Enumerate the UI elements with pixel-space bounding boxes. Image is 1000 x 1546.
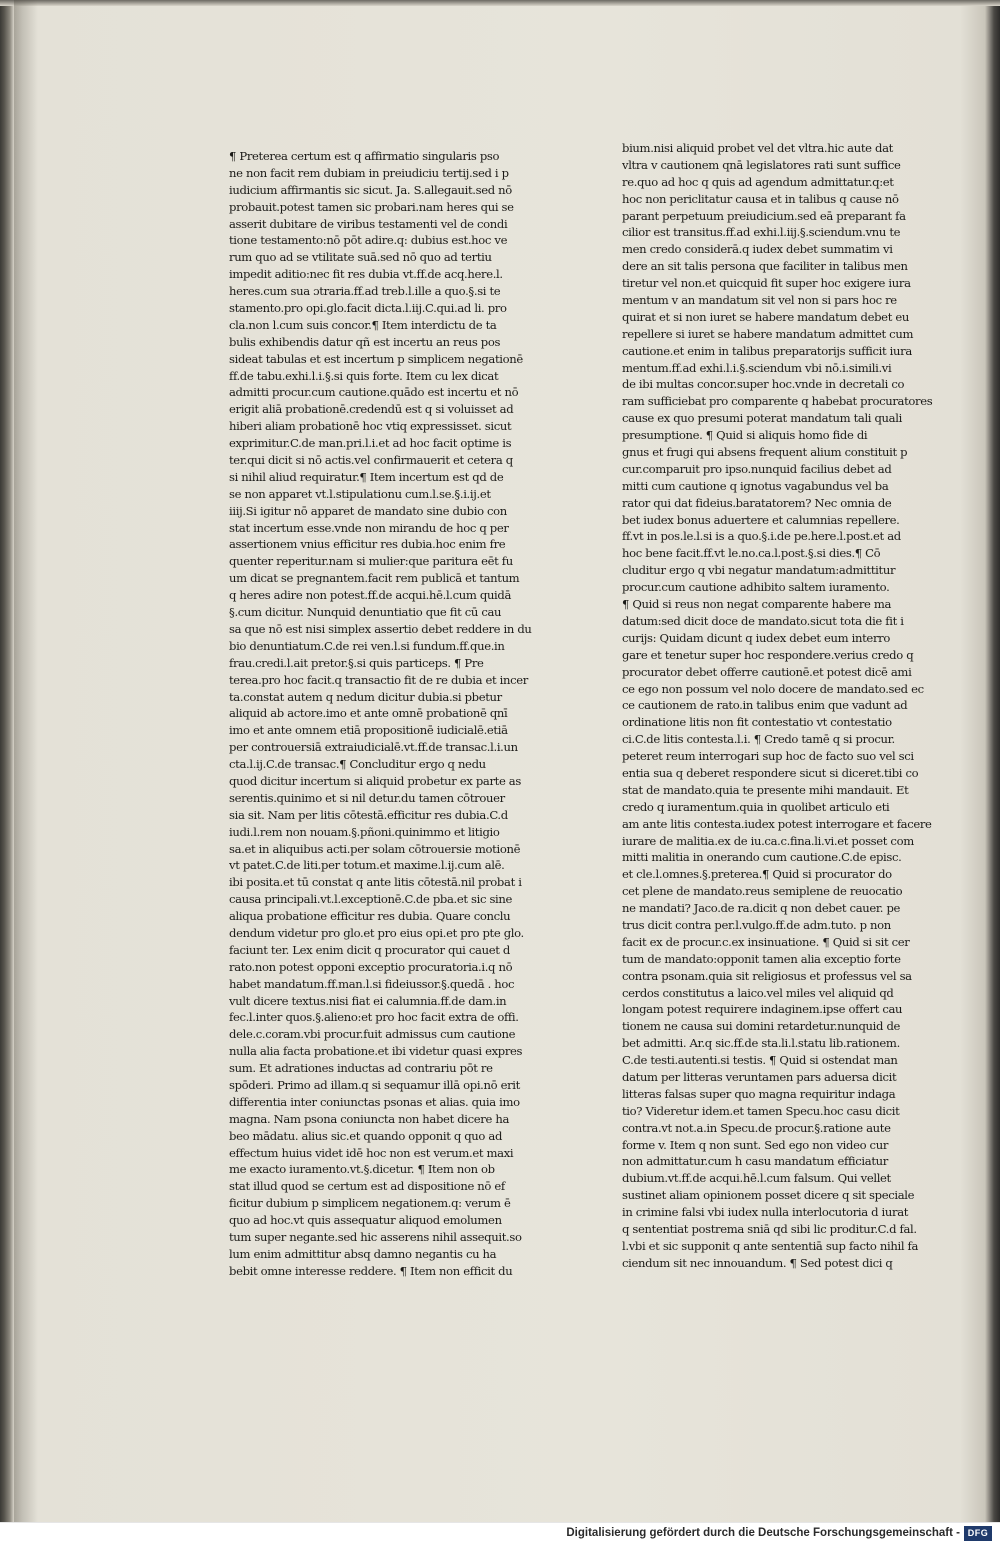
text-line: bio denuntiatum.C.de rei ven.l.si fundum.ff.que.in [229, 638, 505, 653]
text-line: mitti malitia in onerando cum cautione.C.de episc. [622, 850, 902, 865]
text-line: mentum.ff.ad exhi.l.i.§.sciendum vbi nō.i.simili.vi [622, 360, 892, 375]
text-line: si nihil aliud requiratur.¶ Item incertum est qd de [229, 469, 504, 484]
text-line: stat incertum esse.vnde non mirandu de hoc q per [229, 520, 509, 535]
text-line: q heres adire non potest.ff.de acqui.hē.l.cum quidā [229, 588, 512, 603]
text-line: procurator debet offerre cautionē.et potest dicē ami [622, 664, 912, 679]
text-line: vltra v cautionem qnā legislatores rati sunt suffice [622, 157, 901, 172]
footer-bar [0, 1522, 1000, 1546]
text-line: spōderi. Primo ad illam.q si sequamur illā opi.nō erit [229, 1077, 520, 1092]
text-line: trus dicit contra per.l.vulgo.ff.de adm.tuto. p non [622, 917, 891, 932]
text-line: sustinet aliam opinionem posset dicere q sit speciale [622, 1188, 915, 1203]
text-line: admitti procur.cum cautione.quādo est incertu et nō [229, 385, 519, 400]
text-line: iudi.l.rem non nouam.§.pñoni.quinimmo et litigio [229, 824, 500, 839]
text-line: C.de testi.autenti.si testis. ¶ Quid si ostendat man [622, 1053, 898, 1068]
text-line: vult dicere textus.nisi fiat ei calumnia.ff.de dam.in [229, 993, 507, 1008]
text-line: iiij.Si igitur nō apparet de mandato sine dubio con [229, 503, 507, 518]
text-line: lum enim admittitur absq damno negantis cu ha [229, 1246, 497, 1261]
text-line: cet plene de mandato.reus semiplene de reuocatio [622, 884, 903, 899]
text-line: am ante litis contesta.iudex potest interrogare et facere [622, 816, 932, 831]
text-line: ciendum sit nec innouandum. ¶ Sed potest dici q [622, 1255, 893, 1270]
text-line: ff.de tabu.exhi.l.i.§.si quis forte. Item cu lex dicat [229, 368, 499, 383]
text-line: contra.vt not.a.in Specu.de procur.§.ratione aute [622, 1120, 891, 1135]
text-line: dubium.vt.ff.de acqui.hē.l.cum falsum. Qui vellet [622, 1171, 891, 1186]
text-line: §.cum dicitur. Nunquid denuntiatio que fit cū cau [229, 605, 502, 620]
text-line: tum super negante.sed hic asserens nihil assequit.so [229, 1230, 522, 1244]
text-line: men credo considerā.q iudex debet summatim vi [622, 242, 893, 257]
text-line: presumptione. ¶ Quid si aliquis homo fide di [622, 428, 868, 443]
text-line: tiretur vel non.et quicquid fit super hoc exigere iura [622, 276, 911, 291]
text-line: vt patet.C.de liti.per totum.et maxime.l.ij.cum alē. [229, 858, 505, 873]
text-line: cla.non l.cum suis concor.¶ Item interdictu de ta [229, 317, 497, 332]
text-line: aliquid ab actore.imo et ante omnē probationē qnī [229, 706, 508, 721]
text-line: ficitur dubium p simplicem negationem.q: verum ē [229, 1196, 511, 1211]
text-line: heres.cum sua ɔtraria.ff.ad treb.l.ille a quo.§.si te [229, 284, 501, 299]
text-line: cause ex quo presumi poterat mandatum tali quali [622, 411, 902, 426]
text-line: ci.C.de litis contesta.l.i. ¶ Credo tamē q si procur. [622, 732, 895, 747]
text-line: dere an sit talis persona que faciliter in talibus men [622, 259, 908, 274]
text-line: bet admitti. Ar.q sic.ff.de sta.li.l.statu lib.rationem. [622, 1036, 900, 1051]
text-line: dendum videtur pro glo.et pro eius opi.et pro pte glo. [229, 925, 524, 940]
text-line: rato.non potest opponi exceptio procuratoria.i.q nō [229, 959, 513, 974]
text-line: ¶ Quid si reus non negat comparente habere ma [622, 597, 892, 612]
text-line: mentum v an mandatum sit vel non si pars hoc re [622, 293, 897, 308]
text-line: entia sua q deberet respondere sicut si diceret.tibi co [622, 765, 919, 780]
text-line: magna. Nam psona coniuncta non habet dicere ha [229, 1111, 510, 1126]
text-line: quo ad hoc.vt quis assequatur aliquod emolumen [229, 1213, 502, 1228]
text-line: ¶ Preterea certum est q affirmatio singularis pso [229, 149, 500, 163]
text-line: tionem ne causa sui domini retardetur.nunquid de [622, 1019, 901, 1034]
text-line: fec.l.inter quos.§.alieno:et pro hoc facit extra de offi. [229, 1010, 519, 1025]
text-line: parant perpetuum preiudicium.sed eā preparant fa [622, 208, 906, 223]
text-line: repellere si iuret se habere mandatum admittet cum [622, 326, 914, 341]
text-line: ta.constat autem q nedum dicitur dubia.si pbetur [229, 689, 502, 704]
text-line: um dicat se pregnantem.facit rem publicā et tantum [229, 571, 520, 586]
text-line: hiberi aliam probationē hoc vtiq expressisset. sicut [229, 419, 512, 434]
text-line: sideat tabulas et est incertum p simplicem negationē [229, 351, 523, 366]
text-line: ff.vt in pos.le.l.si is a quo.§.i.de pe.here.l.post.et ad [622, 529, 901, 544]
page-top-edge [0, 0, 1000, 6]
text-line: curijs: Quidam dicunt q iudex debet eum interro [622, 630, 890, 645]
text-line: peteret reum interrogari sup hoc de facto suo vel sci [622, 749, 914, 764]
text-line: q sententiat postrema sniā qd sibi lic proditur.C.d fal. [622, 1222, 917, 1236]
text-line: bebit omne interesse reddere. ¶ Item non efficit du [229, 1263, 513, 1278]
text-line: dele.c.coram.vbi procur.fuit admissus cum cautione [229, 1027, 516, 1042]
text-line: litteras falsas super quo magna requiritur indaga [622, 1086, 896, 1101]
text-line: sum. Et adrationes inductas ad contrariu pōt re [229, 1061, 493, 1076]
text-line: procur.cum cautione adhibito saltem iuramento. [622, 580, 890, 595]
text-line: et cle.l.omnes.§.preterea.¶ Quid si procurator do [622, 867, 892, 882]
text-line: bulis exhibendis datur qñ est incertu an reus pos [229, 334, 501, 349]
text-line: de ibi multas concor.super hoc.vnde in decretali co [622, 377, 905, 392]
text-line: habet mandatum.ff.man.l.si fideiussor.§.quedā . hoc [229, 976, 515, 991]
text-line: gare et tenetur super hoc respondere.verius credo q [622, 647, 914, 662]
text-line: stat de mandato.quia te presente mihi mandauit. Et [622, 782, 909, 797]
text-line: faciunt ter. Lex enim dicit q procurator qui cauet d [229, 942, 510, 957]
text-line: cluditur ergo q vbi negatur mandatum:admittitur [622, 563, 896, 578]
text-line: imo et ante omnem etiā propositionē iudicialē.etiā [229, 723, 508, 738]
text-line: causa principali.vt.l.exceptionē.C.de pba.et sic sine [229, 892, 513, 907]
text-line: rum quo ad se vtilitate suā.sed nō quo ad tertiu [229, 250, 492, 265]
text-line: ne non facit rem dubiam in preiudiciu tertij.sed i p [229, 165, 509, 180]
text-line: tum de mandato:opponit tamen alia exceptio forte [622, 951, 901, 966]
text-line: longam potest requirere indaginem.ipse offert cau [622, 1002, 903, 1017]
text-line: stat illud quod se certum est ad dispositione nō ef [229, 1179, 505, 1194]
text-line: aliqua probatione efficitur res dubia. Quare conclu [229, 909, 511, 924]
text-line: l.vbi et sic supponit q ante sententiā sup facto nihil fa [622, 1238, 919, 1253]
text-line: datum:sed dicit doce de mandato.sicut tota die fit i [622, 613, 904, 628]
text-line: bium.nisi aliquid probet vel det vltra.hic aute dat [622, 141, 893, 155]
text-column-left [229, 148, 543, 1280]
text-line: in crimine falsi vbi iudex nulla interlocutoria d iurat [622, 1205, 909, 1220]
text-line: asserit dubitare de viribus testamenti vel de condi [229, 216, 508, 231]
text-line: sa.et in aliquibus acti.per solam cōtrouersie motionē [229, 841, 521, 856]
text-column-right [622, 140, 944, 1272]
text-line: impedit aditio:nec fit res dubia vt.ff.de acq.here.l. [229, 267, 503, 282]
text-line: serentis.quinimo et si nil detur.du tamen cōtrouer [229, 790, 505, 805]
text-line: cerdos constitutus a laico.vel miles vel aliquid qd [622, 985, 894, 1000]
text-line: ne mandati? Jaco.de ra.dicit q non debet cauer. pe [622, 901, 901, 916]
text-line: beo mādatu. alius sic.et quando opponit q quo ad [229, 1128, 503, 1143]
text-line: ram sufficiebat pro comparente q habebat procuratores [622, 394, 933, 409]
text-line: ce cautionem de rato.in talibus enim que vadunt ad [622, 698, 908, 713]
text-line: ordinatione litis non fit contestatio vt contestatio [622, 715, 892, 730]
text-line: rator qui dat fideius.baratatorem? Nec omnia de [622, 495, 892, 510]
text-line: cilior est transitus.ff.ad exhi.l.iij.§.sciendum.vnu te [622, 225, 901, 240]
text-line: ce ego non possum vel nolo docere de mandato.sed ec [622, 681, 924, 696]
text-line: exprimitur.C.de man.pri.l.i.et ad hoc facit optime is [229, 436, 512, 451]
text-line: stamento.pro opi.glo.facit dicta.l.iij.C.qui.ad li. pro [229, 301, 507, 316]
text-line: sa que nō est nisi simplex assertio debet reddere in du [229, 621, 532, 636]
text-line: ibi posita.et tū constat q ante litis cōtestā.nil probat i [229, 875, 522, 890]
text-line: quod dicitur incertum si aliquid probetur ex parte as [229, 773, 521, 788]
text-line: probauit.potest tamen sic probari.nam heres qui se [229, 199, 514, 214]
text-line: assertionem vnius efficitur res dubia.hoc enim fre [229, 537, 506, 552]
text-line: me exacto iuramento.vt.§.dicetur. ¶ Item non ob [229, 1162, 495, 1177]
text-line: non admittatur.cum h casu mandatum efficiatur [622, 1154, 888, 1169]
text-line: credo q iuramentum.quia in quolibet articulo eti [622, 799, 890, 814]
text-line: bet iudex bonus aduertere et calumnias repellere. [622, 512, 900, 527]
text-line: erigit aliā probationē.credendū est q si voluisset ad [229, 402, 514, 417]
text-line: cautione.et enim in talibus preparatorijs sufficit iura [622, 343, 912, 358]
dfg-logo-icon: DFG [964, 1526, 992, 1541]
text-line: forme v. Item q non sunt. Sed ego non video cur [622, 1137, 889, 1152]
text-line: nulla alia facta probatione.et ibi videtur quasi expres [229, 1044, 523, 1059]
text-line: sia sit. Nam per litis cōtestā.efficitur res dubia.C.d [229, 807, 508, 822]
text-line: quenter reperitur.nam si mulier:que paritura eēt fu [229, 554, 513, 569]
text-line: facit ex de procur.c.ex insinuatione. ¶ Quid si sit cer [622, 934, 910, 949]
text-line: quirat et si non iuret se habere mandatum debet eu [622, 309, 909, 324]
text-line: cta.l.ij.C.de transac.¶ Concluditur ergo q nedu [229, 757, 486, 772]
text-line: ter.qui dicit si nō actis.vel confirmauerit et cetera q [229, 453, 513, 468]
text-line: re.quo ad hoc q quis ad agendum admittatur.q:et [622, 174, 894, 189]
text-line: mitti cum cautione q ignotus vagabundus vel ba [622, 478, 889, 493]
text-line: tio? Videretur idem.et tamen Specu.hoc casu dicit [622, 1103, 900, 1118]
text-line: tione testamento:nō pōt adire.q: dubius est.hoc ve [229, 233, 508, 248]
text-line: gnus et frugi qui absens frequent alium constituit p [622, 445, 908, 460]
text-line: contra psonam.quia sit religiosus et professus vel sa [622, 968, 912, 983]
text-line: cur.comparuit pro ipso.nunquid facilius debet ad [622, 461, 892, 476]
text-line: iudicium affirmantis sic sicut. Ja. S.allegauit.sed nō [229, 182, 512, 197]
binding-shadow [14, 0, 38, 1522]
text-line: frau.credi.l.ait pretor.§.si quis particeps. ¶ Pre [229, 655, 484, 670]
text-line: effectum huius videt idē hoc non est verum.et maxi [229, 1145, 514, 1160]
text-line: datum per litteras veruntamen pars aduersa dicit [622, 1069, 897, 1084]
footer-credit: Digitalisierung gefördert durch die Deutsche Forschungsgemeinschaft - [566, 1527, 960, 1539]
text-line: differentia inter coniunctas psonas et alias. quia imo [229, 1094, 520, 1109]
text-line: hoc non periclitatur causa et in talibus q cause nō [622, 191, 899, 206]
text-line: se non apparet vt.l.stipulationu cum.l.se.§.i.ij.et [229, 486, 491, 501]
text-line: hoc bene facit.ff.vt le.no.ca.l.post.§.si dies.¶ Cō [622, 546, 881, 561]
text-line: terea.pro hoc facit.q transactio fit de re dubia et incer [229, 672, 528, 687]
text-line: iurare de malitia.ex de iu.ca.c.fina.li.vi.et posset com [622, 833, 914, 848]
text-line: per controuersiā extraiudicialē.vt.ff.de transac.l.i.un [229, 740, 518, 755]
